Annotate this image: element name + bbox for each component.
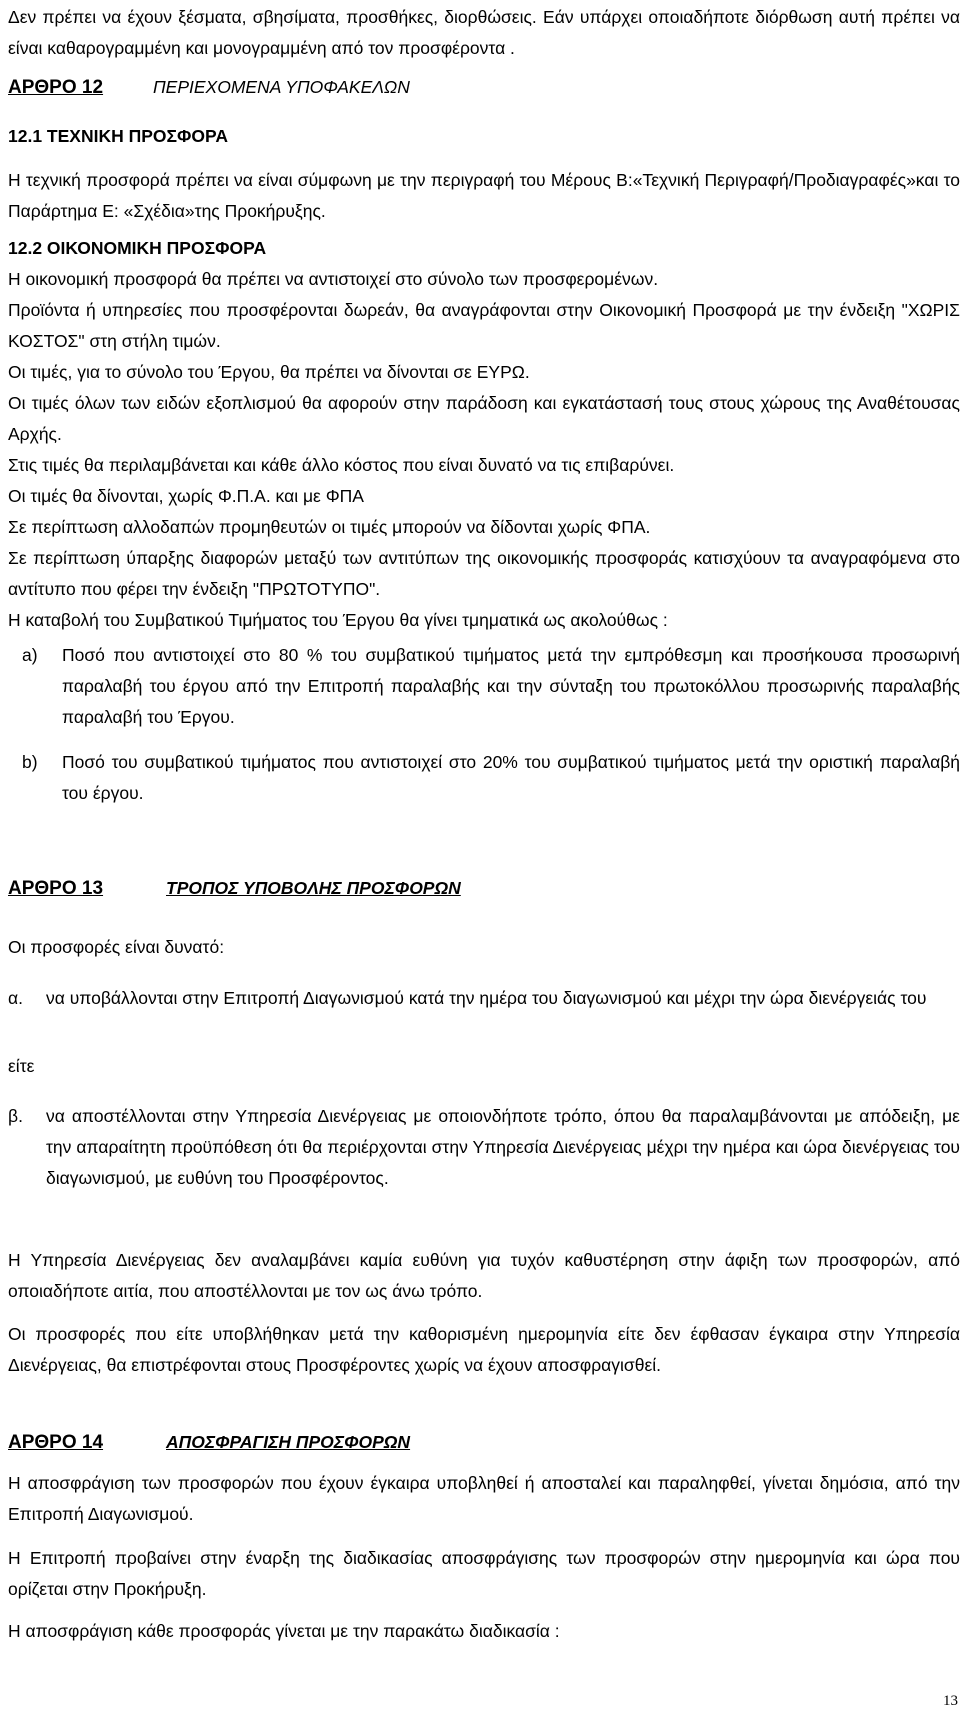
list-item-label: b): [22, 752, 38, 772]
article-13-label: ΑΡΘΡΟ 13: [8, 878, 104, 899]
paragraph: Η καταβολή του Συμβατικού Τιμήματος του Έργου θα γίνει τμηματικά ως ακολούθως :: [8, 610, 668, 630]
list-item-label: a): [22, 645, 38, 665]
list-item-text: να αποστέλλονται στην Υπηρεσία Διενέργειας με οποιονδήποτε τρόπο, όπου θα παραλαμβάνονται με απόδειξη, με την απαραίτητη προϋπόθεση ότι θα περιέρχονται στην Υπηρεσία Διενέργειας μέχρι την ημέρα και ώρα διενέργειας του διαγωνισμού, με ευθύνη του Προσφέροντος.: [46, 1106, 960, 1188]
page-number: 13: [943, 1693, 958, 1709]
section-12-2-heading: 12.2 ΟΙΚΟΝΟΜΙΚΗ ΠΡΟΣΦΟΡΑ: [8, 238, 267, 258]
section-12-1-heading: 12.1 ΤΕΧΝΙΚΗ ΠΡΟΣΦΟΡΑ: [8, 126, 229, 146]
article-12-title: ΠΕΡΙΕΧΟΜΕΝΑ ΥΠΟΦΑΚΕΛΩΝ: [153, 77, 410, 97]
paragraph: Η αποσφράγιση κάθε προσφοράς γίνεται με την παρακάτω διαδικασία :: [8, 1621, 560, 1641]
article-14-title: ΑΠΟΣΦΡΑΓΙΣΗ ΠΡΟΣΦΟΡΩΝ: [166, 1432, 411, 1452]
paragraph: Η Επιτροπή προβαίνει στην έναρξη της διαδικασίας αποσφράγισης των προσφορών στην ημερομηνία και ώρα που ορίζεται στην Προκήρυξη.: [8, 1548, 960, 1599]
paragraph: Οι προσφορές που είτε υποβλήθηκαν μετά την καθορισμένη ημερομηνία είτε δεν έφθασαν έγκαιρα στην Υπηρεσία Διενέργειας, θα επιστρέφονται στους Προσφέροντες χωρίς να έχουν αποσφραγισθεί.: [8, 1324, 960, 1375]
list-item-label: α.: [8, 988, 23, 1008]
section-12-1-text: Η τεχνική προσφορά πρέπει να είναι σύμφωνη με την περιγραφή του Μέρους Β:«Τεχνική Περιγραφή/Προδιαγραφές»και το Παράρτημα Ε: «Σχέδια»της Προκήρυξης.: [8, 170, 960, 221]
list-item-text: Ποσό που αντιστοιχεί στο 80 % του συμβατικού τιμήματος μετά την εμπρόθεσμη και προσήκουσα προσωρινή παραλαβή του έργου από την Επιτροπή παραλαβής και την σύνταξη του πρωτοκόλλου προσωρινής παραλαβής παραλαβή του Έργου.: [62, 645, 960, 727]
article-14-label: ΑΡΘΡΟ 14: [8, 1432, 104, 1453]
list-item-text: Ποσό του συμβατικού τιμήματος που αντιστοιχεί στο 20% του συμβατικού τιμήματος μετά την οριστική παραλαβή του έργου.: [62, 752, 960, 803]
paragraph: Οι προσφορές είναι δυνατό:: [8, 937, 225, 957]
paragraph: Στις τιμές θα περιλαμβάνεται και κάθε άλλο κόστος που είναι δυνατό να τις επιβαρύνει.: [8, 455, 675, 475]
either-label: είτε: [8, 1056, 35, 1076]
paragraph: Η οικονομική προσφορά θα πρέπει να αντιστοιχεί στο σύνολο των προσφερομένων.: [8, 269, 659, 289]
paragraph: Η Υπηρεσία Διενέργειας δεν αναλαμβάνει καμία ευθύνη για τυχόν καθυστέρηση στην άφιξη των προσφορών, από οποιαδήποτε αιτία, που αποστέλλονται με τον ως άνω τρόπο.: [8, 1250, 960, 1301]
article-12-label: ΑΡΘΡΟ 12: [8, 77, 104, 98]
list-item-text: να υποβάλλονται στην Επιτροπή Διαγωνισμού κατά την ημέρα του διαγωνισμού και μέχρι την ώρα διενέργειάς του: [46, 988, 927, 1008]
paragraph: Σε περίπτωση ύπαρξης διαφορών μεταξύ των αντιτύπων της οικονομικής προσφοράς κατισχύουν τα αναγραφόμενα στο αντίτυπο που φέρει την ένδειξη "ΠΡΩΤΟΤΥΠΟ".: [8, 548, 960, 599]
paragraph: Σε περίπτωση αλλοδαπών προμηθευτών οι τιμές μπορούν να δίδονται χωρίς ΦΠΑ.: [8, 517, 651, 537]
list-item-label: β.: [8, 1106, 23, 1126]
paragraph: Οι τιμές, για το σύνολο του Έργου, θα πρέπει να δίνονται σε ΕΥΡΩ.: [8, 362, 530, 382]
paragraph: Προϊόντα ή υπηρεσίες που προσφέρονται δωρεάν, θα αναγράφονται στην Οικονομική Προσφορά με την ένδειξη "ΧΩΡΙΣ ΚΟΣΤΟΣ" στη στήλη τιμών.: [8, 300, 960, 351]
article-13-title: ΤΡΟΠΟΣ ΥΠΟΒΟΛΗΣ ΠΡΟΣΦΟΡΩΝ: [166, 878, 461, 898]
intro-paragraph: Δεν πρέπει να έχουν ξέσματα, σβησίματα, προσθήκες, διορθώσεις. Εάν υπάρχει οποιαδήποτε διόρθωση αυτή πρέπει να είναι καθαρογραμμένη και μονογραμμένη από τον προσφέροντα .: [8, 7, 960, 58]
paragraph: Οι τιμές όλων των ειδών εξοπλισμού θα αφορούν στην παράδοση και εγκατάστασή τους στους χώρους της Αναθέτουσας Αρχής.: [8, 393, 960, 444]
paragraph: Η αποσφράγιση των προσφορών που έχουν έγκαιρα υποβληθεί ή αποσταλεί και παραληφθεί, γίνεται δημόσια, από την Επιτροπή Διαγωνισμού.: [8, 1473, 960, 1524]
paragraph: Οι τιμές θα δίνονται, χωρίς Φ.Π.Α. και με ΦΠΑ: [8, 486, 364, 506]
